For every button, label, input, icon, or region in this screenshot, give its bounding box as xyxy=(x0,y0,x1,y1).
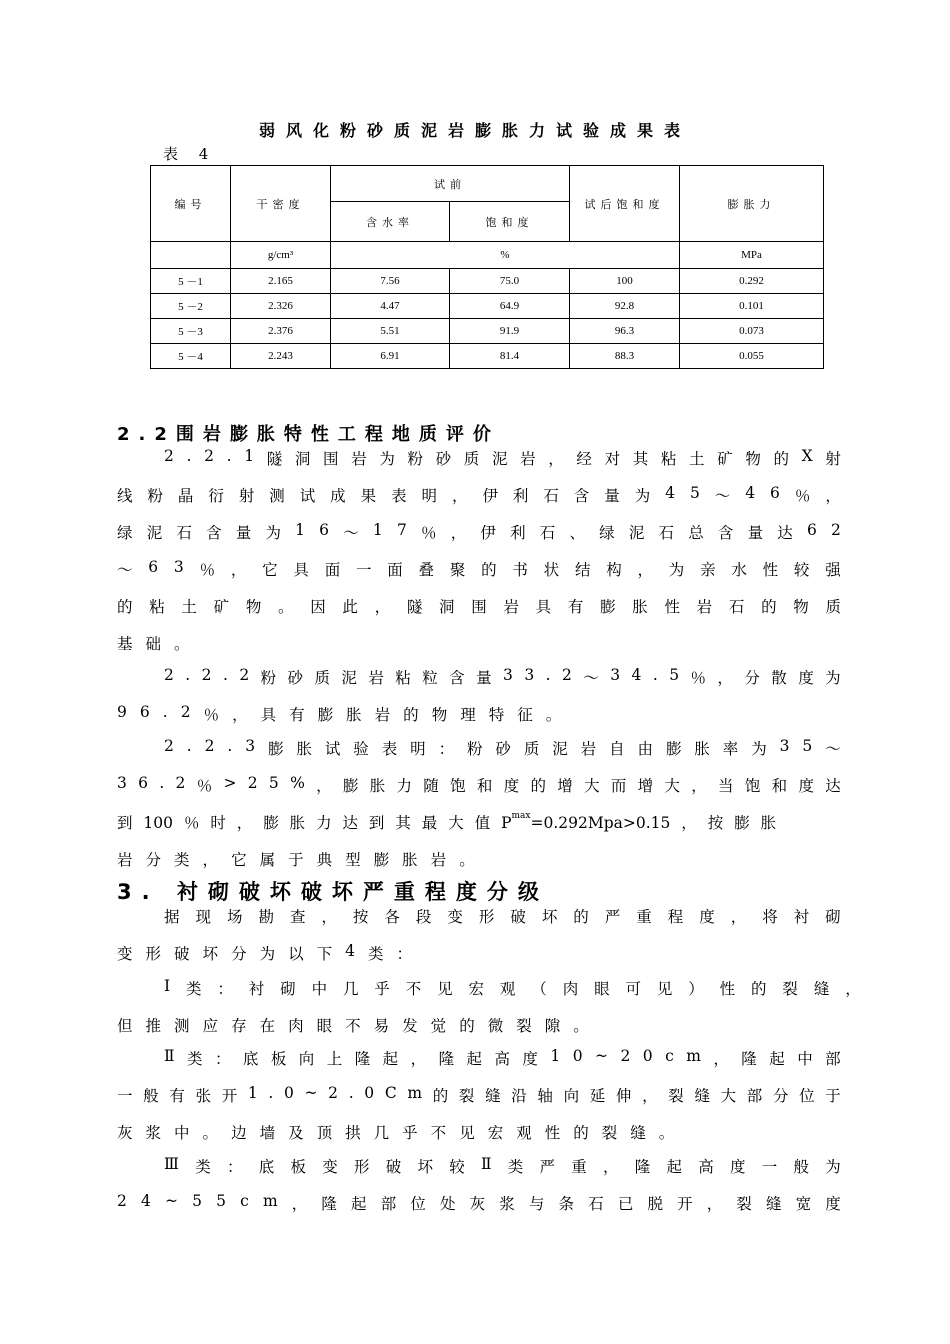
paragraph-line: ～ 6 3 ％ ， 它 具 面 一 面 叠 聚 的 书 状 结 构 ， 为 亲 水 性 较 强 xyxy=(117,558,841,579)
paragraph-line: 变 形 破 坏 分 为 以 下 4 类 ： xyxy=(117,942,413,963)
unit-density: g/cm³ xyxy=(231,242,331,269)
table-row xyxy=(151,269,824,294)
cell-id: 5 －4 xyxy=(151,344,231,369)
section-heading-2-2: 2.2围岩膨胀特性工程地质评价 xyxy=(117,424,500,445)
cell-density: 2.376 xyxy=(231,319,331,344)
cell-density: 2.165 xyxy=(231,269,331,294)
paragraph-line: 灰 浆 中 。 边 墙 及 顶 拱 几 乎 不 见 宏 观 性 的 裂 缝 。 xyxy=(117,1124,675,1142)
paragraph-line: 一 般 有 张 开 1 . 0 ~ 2 . 0 C m 的 裂 缝 沿 轴 向 延 伸 ， 裂 缝 大 部 分 位 于 xyxy=(117,1084,841,1105)
paragraph-line: 2 . 2 . 3 膨 胀 试 验 表 明 ： 粉 砂 质 泥 岩 自 由 膨 胀 率 为 3 5 ～ xyxy=(164,737,841,758)
cell-water: 5.51 xyxy=(331,319,450,344)
cell-id: 5 －1 xyxy=(151,269,231,294)
paragraph-line: Ⅲ 类 ： 底 板 变 形 破 坏 较 Ⅱ 类 严 重 ， 隆 起 高 度 一 般 为 xyxy=(164,1155,841,1176)
pmax-text-pre: 到 100 ％ 时 ， 膨 胀 力 达 到 其 最 大 值 P xyxy=(117,814,512,832)
header-after-saturation: 试后饱和度 xyxy=(570,166,680,242)
cell-id: 5 －3 xyxy=(151,319,231,344)
cell-force: 0.292 xyxy=(680,269,824,294)
table-row xyxy=(151,294,824,319)
paragraph-line: 2 . 2 . 1 隧 洞 围 岩 为 粉 砂 质 泥 岩 ， 经 对 其 粘 土 矿 物 的 X 射 xyxy=(164,447,841,468)
cell-force: 0.101 xyxy=(680,294,824,319)
results-table xyxy=(150,165,824,369)
unit-force: MPa xyxy=(680,242,824,269)
header-water-content: 含水率 xyxy=(331,202,450,242)
cell-after: 100 xyxy=(570,269,680,294)
paragraph-line: 的 粘 土 矿 物 。 因 此 ， 隧 洞 围 岩 具 有 膨 胀 性 岩 石 的 物 质 xyxy=(117,598,841,616)
cell-after: 92.8 xyxy=(570,294,680,319)
cell-water: 6.91 xyxy=(331,344,450,369)
paragraph-line: 基 础 。 xyxy=(117,635,190,653)
header-id: 编号 xyxy=(151,166,231,242)
paragraph-line: 岩 分 类 ， 它 属 于 典 型 膨 胀 岩 。 xyxy=(117,851,475,869)
paragraph-line: 绿 泥 石 含 量 为 1 6 ～ 1 7 ％ ， 伊 利 石 、 绿 泥 石 总 含 量 达 6 2 xyxy=(117,521,841,542)
cell-density: 2.326 xyxy=(231,294,331,319)
header-before: 试前 xyxy=(331,166,570,202)
table-title: 弱风化粉砂质泥岩膨胀力试验成果表 xyxy=(258,121,691,140)
pmax-text-post: =0.292Mpa>0.15 ， 按 膨 胀 xyxy=(530,814,777,832)
cell-water: 7.56 xyxy=(331,269,450,294)
paragraph-line: Ⅱ 类 ： 底 板 向 上 隆 起 ， 隆 起 高 度 1 0 ~ 2 0 c m ， 隆 起 中 部 xyxy=(164,1047,841,1068)
paragraph-line: 9 6 . 2 ％ ， 具 有 膨 胀 岩 的 物 理 特 征 。 xyxy=(117,703,562,724)
table-label: 表 4 xyxy=(163,145,217,163)
cell-saturation: 91.9 xyxy=(450,319,570,344)
cell-saturation: 75.0 xyxy=(450,269,570,294)
table-row xyxy=(151,319,824,344)
cell-after: 88.3 xyxy=(570,344,680,369)
pmax-subscript: max xyxy=(511,811,531,821)
paragraph-line: 2 4 ~ 5 5 c m ， 隆 起 部 位 处 灰 浆 与 条 石 已 脱 开 ， 裂 缝 宽 度 xyxy=(117,1192,841,1213)
cell-force: 0.073 xyxy=(680,319,824,344)
cell-after: 96.3 xyxy=(570,319,680,344)
section-heading-3: 3. 衬砌破坏破坏严重程度分级 xyxy=(117,880,549,904)
unit-percent: % xyxy=(331,242,680,269)
paragraph-line: 据 现 场 勘 查 ， 按 各 段 变 形 破 坏 的 严 重 程 度 ， 将 衬 砌 xyxy=(164,908,841,926)
cell-id: 5 －2 xyxy=(151,294,231,319)
cell-saturation: 64.9 xyxy=(450,294,570,319)
header-density: 干密度 xyxy=(231,166,331,242)
unit-id-empty xyxy=(151,242,231,269)
header-saturation: 饱和度 xyxy=(450,202,570,242)
header-force: 膨胀力 xyxy=(680,166,824,242)
paragraph-line: 3 6 . 2 ％ > 2 5 % ， 膨 胀 力 随 饱 和 度 的 增 大 而 增 大 ， 当 饱 和 度 达 xyxy=(117,774,841,795)
paragraph-line: Ⅰ 类 ： 衬 砌 中 几 乎 不 见 宏 观 （ 肉 眼 可 见 ） 性 的 裂 缝 ， xyxy=(164,977,861,998)
table-row xyxy=(151,344,824,369)
paragraph-line-pmax xyxy=(117,811,841,833)
cell-force: 0.055 xyxy=(680,344,824,369)
cell-density: 2.243 xyxy=(231,344,331,369)
paragraph-line: 但 推 测 应 存 在 肉 眼 不 易 发 觉 的 微 裂 隙 。 xyxy=(117,1017,589,1035)
cell-saturation: 81.4 xyxy=(450,344,570,369)
paragraph-line: 2 . 2 . 2 粉 砂 质 泥 岩 粘 粒 含 量 3 3 . 2 ～ 3 4 . 5 ％ ， 分 散 度 为 xyxy=(164,666,841,687)
cell-water: 4.47 xyxy=(331,294,450,319)
paragraph-line: 线 粉 晶 衍 射 测 试 成 果 表 明 ， 伊 利 石 含 量 为 4 5 ～ 4 6 ％ ， xyxy=(117,484,841,505)
